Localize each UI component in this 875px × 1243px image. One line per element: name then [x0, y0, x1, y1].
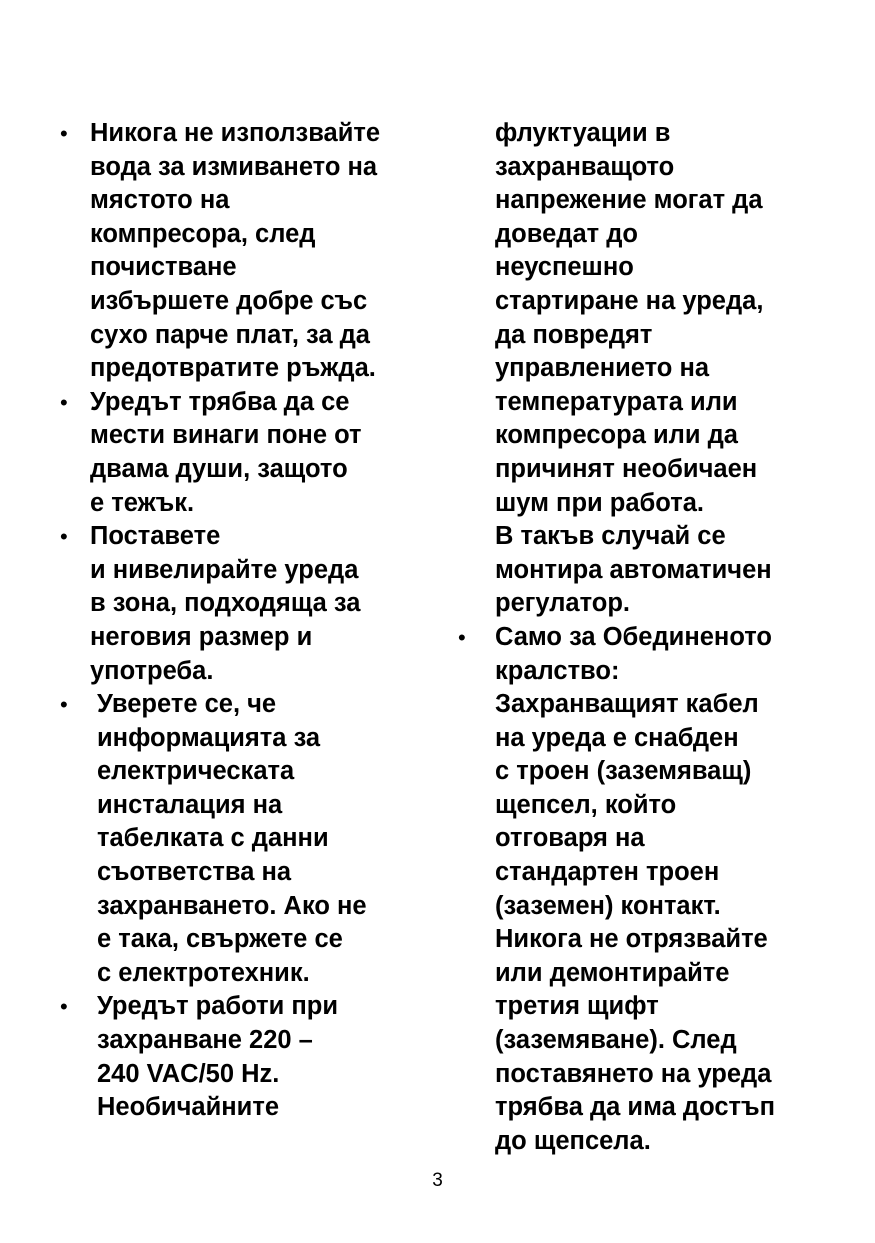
text-line: поставянето на уреда [495, 1059, 772, 1088]
text-line: захранване 220 – [97, 1026, 313, 1055]
text-line: трябва да има достъп [495, 1093, 775, 1122]
text-line: (заземен) контакт. [495, 891, 721, 920]
text-line: Никога не отрязвайте [495, 925, 768, 954]
text-line: е тежък. [90, 488, 195, 517]
text-line: избършете добре със [90, 286, 368, 315]
text-line: с троен (заземяващ) [495, 757, 752, 786]
text-line: неговия размер и [90, 622, 313, 651]
text-line: на уреда е снабден [495, 723, 739, 752]
page-number: 3 [432, 1170, 443, 1191]
text-line: вода за измиването на [90, 152, 378, 181]
text-line: управлението на [495, 354, 710, 383]
text-line: или демонтирайте [495, 958, 730, 987]
text-line: отговаря на [495, 824, 645, 853]
right-column [0, 117, 875, 1158]
text-line: захранването. Ако не [97, 891, 367, 920]
text-line: шум при работа. [495, 488, 704, 517]
text-line: табелката с данни [97, 824, 329, 853]
text-line: температурата или [495, 387, 738, 416]
text-line: напрежение могат да [495, 186, 763, 215]
list-item [0, 621, 875, 1159]
text-line: стандартен троен [495, 858, 720, 887]
text-line: щепсел, който [495, 790, 677, 819]
text-line: мястото на [90, 186, 230, 215]
text-line: с електротехник. [97, 958, 310, 987]
text-line: причинят необичаен [495, 454, 758, 483]
text-line: В такъв случай се [495, 522, 726, 551]
text-line: захранващото [495, 152, 675, 181]
text-line: и нивелирайте уреда [90, 555, 359, 584]
bullet-icon: • [60, 389, 68, 415]
text-line: в зона, подходяща за [90, 589, 361, 618]
text-line: предотвратите ръжда. [90, 354, 376, 383]
text-line: почистване [90, 253, 237, 282]
text-line: употреба. [90, 656, 214, 685]
text-line: 240 VAC/50 Hz. [97, 1059, 280, 1088]
text-line: регулатор. [495, 589, 630, 618]
text-line: стартиране на уреда, [495, 286, 764, 315]
list-item-continuation [0, 117, 875, 621]
bullet-icon: • [60, 524, 68, 550]
text-line: Уредът трябва да се [90, 387, 350, 416]
text-line: е така, свържете се [97, 925, 343, 954]
text-line: Уверете се, че [97, 690, 277, 719]
text-line: Захранващият кабел [495, 690, 759, 719]
text-line: (заземяване). След [495, 1026, 737, 1055]
text-line: мести винаги поне от [90, 421, 362, 450]
bullet-icon: • [60, 692, 68, 718]
text-line: Поставете [90, 522, 221, 551]
text-line: компресора, след [90, 219, 316, 248]
text-line: съответства на [97, 858, 292, 887]
text-line: сухо парче плат, за да [90, 320, 370, 349]
text-line: да повредят [495, 320, 653, 349]
text-line: Никога не използвайте [90, 119, 381, 147]
text-line: компресора или да [495, 421, 738, 450]
text-line: електрическата [97, 757, 295, 786]
bullet-icon: • [458, 624, 466, 650]
text-line: флуктуации в [495, 119, 671, 147]
text-line: инсталация на [97, 790, 283, 819]
text-line: двама души, защото [90, 454, 348, 483]
text-line: информацията за [97, 723, 321, 752]
text-line: доведат до [495, 219, 638, 248]
text-line: монтира автоматичен [495, 555, 772, 584]
text-line: неуспешно [495, 253, 634, 282]
bullet-icon: • [60, 994, 68, 1020]
text-line: до щепсела. [495, 1126, 651, 1155]
text-line: Само за Обединеното [495, 622, 772, 651]
bullet-icon: • [60, 121, 68, 146]
text-line: Необичайните [97, 1093, 280, 1122]
text-line: третия щифт [495, 992, 659, 1021]
text-line: Уредът работи при [97, 992, 339, 1021]
text-line: кралство: [495, 656, 620, 685]
